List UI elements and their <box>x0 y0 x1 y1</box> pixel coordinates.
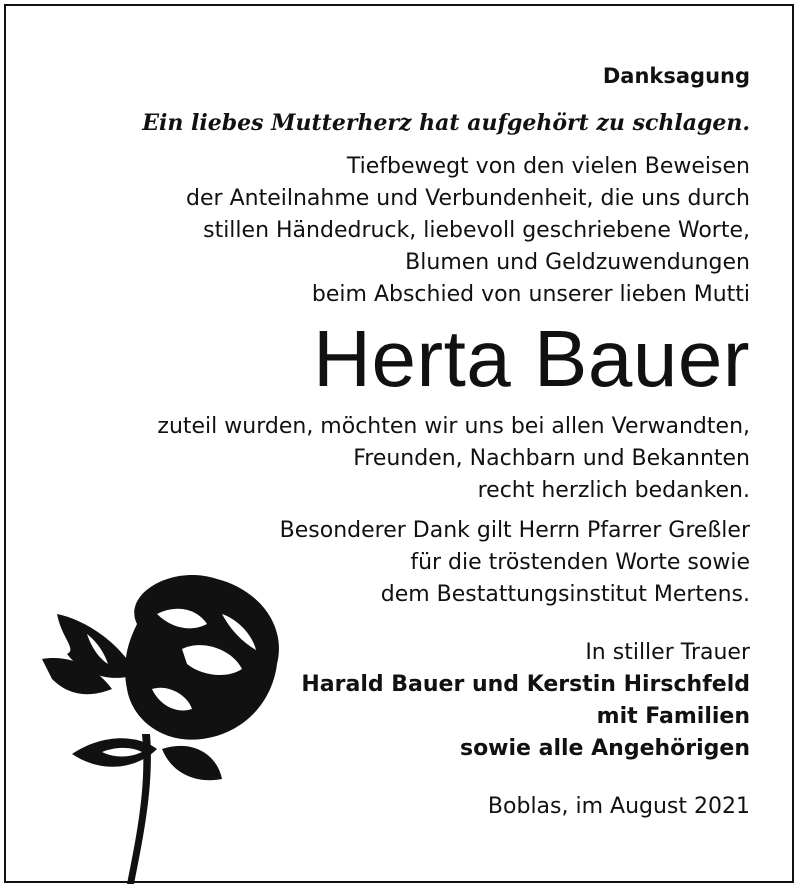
special-line: Besonderer Dank gilt Herrn Pfarrer Greßler <box>279 518 750 543</box>
special-line: dem Bestattungsinstitut Mertens. <box>380 582 750 607</box>
special-thanks-paragraph <box>50 515 750 611</box>
deceased-name: Herta Bauer <box>313 314 750 403</box>
intro-line: beim Abschied von unserer lieben Mutti <box>311 282 750 307</box>
obituary-card <box>4 4 794 883</box>
thanks-line: Freunden, Nachbarn und Bekannten <box>353 446 750 471</box>
mourner-line: mit Familien <box>596 704 750 729</box>
notice-text <box>50 64 750 823</box>
intro-line: Tiefbewegt von den vielen Beweisen <box>346 154 750 179</box>
thanks-line: zuteil wurden, möchten wir uns bei allen Verwandten, <box>157 414 750 439</box>
thanks-paragraph <box>50 411 750 507</box>
notice-motto: Ein liebes Mutterherz hat aufgehört zu schlagen. <box>142 110 750 136</box>
special-line: für die tröstenden Worte sowie <box>410 550 750 575</box>
mourners-list <box>50 669 750 765</box>
mourning-intro-line: In stiller Trauer <box>585 640 750 665</box>
intro-line: Blumen und Geldzuwendungen <box>405 250 750 275</box>
intro-paragraph <box>50 151 750 311</box>
place-date <box>50 791 750 823</box>
place-date-line: Boblas, im August 2021 <box>487 794 750 819</box>
intro-line: stillen Händedruck, liebevoll geschriebene Worte, <box>203 218 750 243</box>
intro-line: der Anteilnahme und Verbundenheit, die uns durch <box>186 186 750 211</box>
mourner-line: sowie alle Angehörigen <box>459 736 750 761</box>
notice-heading: Danksagung <box>602 64 750 88</box>
mourner-line: Harald Bauer und Kerstin Hirschfeld <box>301 672 750 697</box>
mourning-intro <box>50 637 750 669</box>
thanks-line: recht herzlich bedanken. <box>477 478 750 503</box>
